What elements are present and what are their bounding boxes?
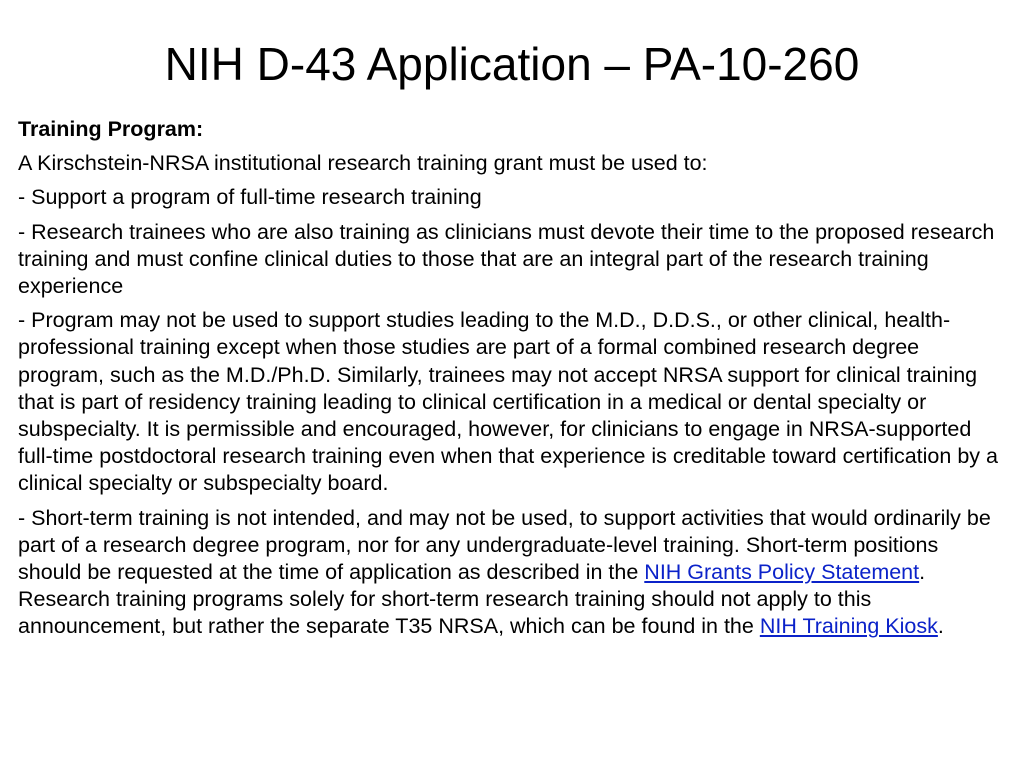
bullet-short-term xyxy=(18,505,1003,641)
section-heading: Training Program: xyxy=(18,117,204,141)
intro-text: A Kirschstein-NRSA institutional research training grant must be used to: xyxy=(18,151,708,176)
short-term-text-3: . xyxy=(937,614,944,639)
bullet-program-restrictions: - Program may not be used to support studies leading to the M.D., D.D.S., or other clinical, health-professional training except when those studies are part of a formal combined research degree program, such as the M.D./Ph.D. Similarly, trainees may not accept NRSA support for clinical training that is part of residency training leading to clinical certification in a medical or dental specialty or subspecialty. It is permissible and encouraged, however, for clinicians to engage in NRSA-supported full-time postdoctoral research training even when that experience is creditable toward certification by a clinical specialty or subspecialty board. xyxy=(18,308,998,496)
bullet-clinicians: - Research trainees who are also training as clinicians must devote their time to the proposed research training and must confine clinical duties to those that are an integral part of the research training experience xyxy=(18,219,995,299)
short-term-text-1: - Short-term training is not intended, and may not be used, to support activities that would ordinarily be part of a research degree program, nor for any undergraduate-level training. Short-term positions should be requested at the time of application as described in the xyxy=(18,505,991,585)
slide-title: NIH D-43 Application – PA-10-260 xyxy=(164,38,860,90)
bullet-full-time: - Support a program of full-time research training xyxy=(18,185,482,210)
nih-training-kiosk-link[interactable]: NIH Training Kiosk xyxy=(759,614,938,639)
short-term-text-2: . Research training programs solely for short-term research training should not apply to this announcement, but rather the separate T35 NRSA, which can be found in the xyxy=(18,560,938,639)
slide-body xyxy=(18,116,1003,648)
nih-grants-policy-link[interactable]: NIH Grants Policy Statement xyxy=(644,560,920,585)
